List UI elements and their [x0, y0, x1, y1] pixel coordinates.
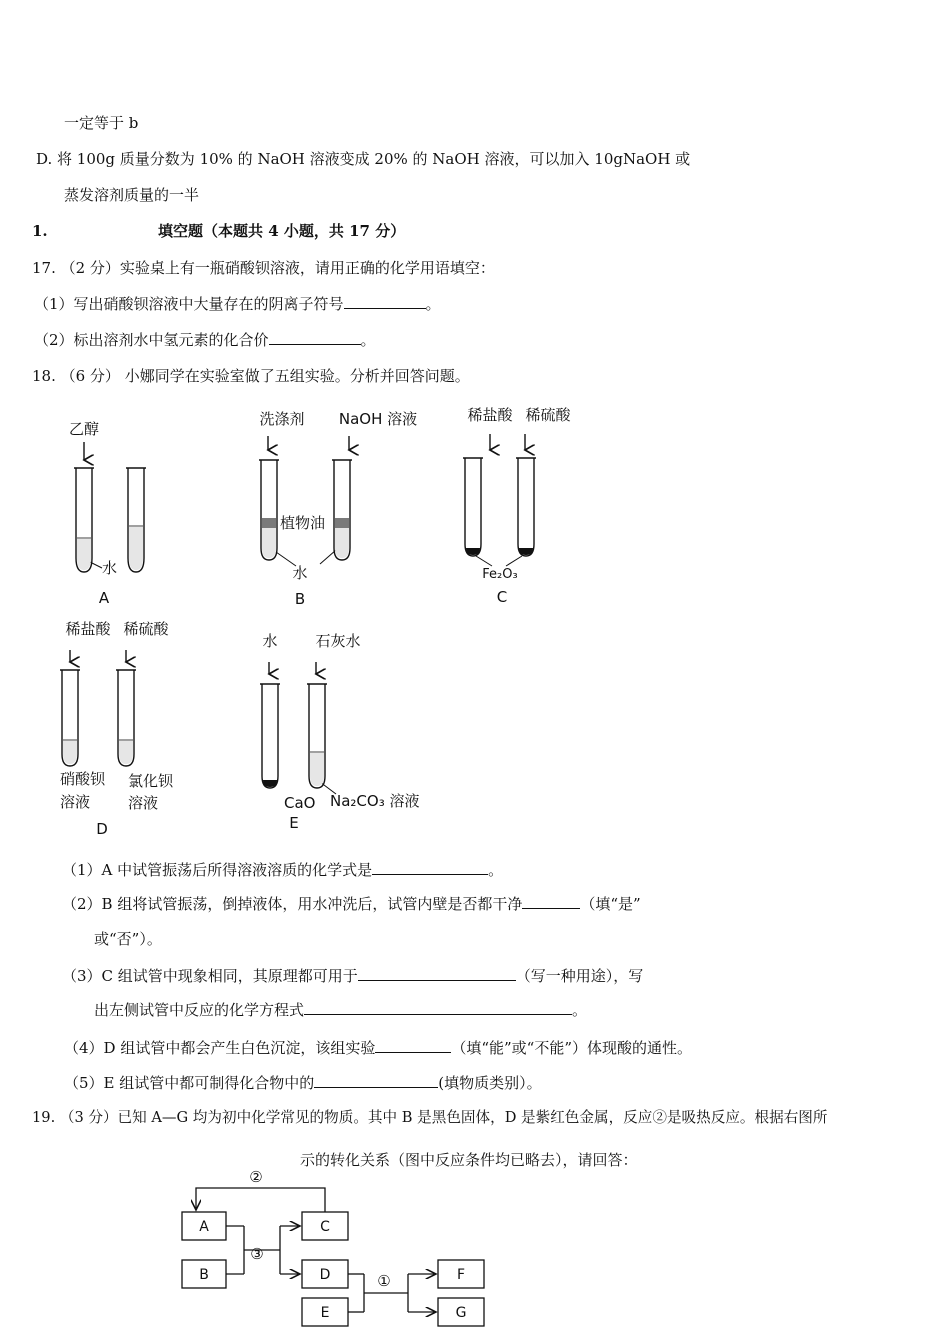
q17-stem: 17. （2 分）实验桌上有一瓶硝酸钡溶液，请用正确的化学用语填空：	[32, 259, 495, 277]
q18-part2a	[62, 894, 641, 913]
q18-part3b	[94, 1000, 587, 1019]
group-a-reagent: 乙醇	[68, 420, 100, 438]
experiment-figure	[40, 400, 620, 840]
q19-stem-line1: 19. （3 分）已知 A—G 均为初中化学常见的物质。其中 B 是黑色固体，D 是紫红色金属，反应②是吸热反应。根据右图所	[32, 1109, 828, 1126]
q18-part2b: 或“否”）。	[94, 930, 162, 948]
q17-part1	[34, 294, 441, 313]
group-a-liquid: 水	[102, 559, 118, 577]
q17-part2-text: （2）标出溶剂水中氢元素的化合价	[34, 331, 269, 349]
group-d-solution1-line1: 硝酸钡	[60, 770, 106, 788]
group-d-solution1-line2: 溶液	[60, 793, 91, 811]
group-b-reagent2: NaOH 溶液	[338, 410, 418, 428]
answer-blank[interactable]	[304, 1000, 572, 1015]
answer-blank[interactable]	[358, 966, 516, 981]
q18-part3a-end: （写一种用途），写	[515, 967, 644, 985]
reaction-1-label: ①	[377, 1272, 391, 1290]
group-b-reagent1: 洗涤剂	[259, 410, 305, 428]
option-c-continuation: 一定等于 b	[64, 114, 139, 132]
group-b-liquid: 水	[292, 564, 308, 582]
q18-part1	[62, 860, 503, 879]
q18-part4-end: （填“能”或“不能”）体现酸的通性。	[451, 1039, 693, 1057]
group-c-solid: Fe₂O₃	[482, 567, 518, 582]
q19-stem-line2: 示的转化关系（图中反应条件均已略去），请回答：	[300, 1151, 638, 1169]
node-d: D	[319, 1267, 331, 1283]
option-d-line2: 蒸发溶剂质量的一半	[64, 186, 200, 204]
q18-part3a-text: （3）C 组试管中现象相同，其原理都可用于	[62, 967, 358, 985]
q18-part4	[64, 1038, 692, 1057]
node-e: E	[320, 1305, 330, 1321]
answer-blank[interactable]	[314, 1073, 438, 1088]
node-g: G	[455, 1305, 467, 1321]
q17-part1-text: （1）写出硝酸钡溶液中大量存在的阴离子符号	[34, 295, 344, 313]
group-e-solid: CaO	[284, 794, 316, 812]
section-number: 1.	[32, 222, 48, 240]
answer-blank[interactable]	[372, 860, 488, 875]
section-title: 填空题（本题共 4 小题，共 17 分）	[158, 222, 406, 240]
group-d-solution2-line2: 溶液	[128, 794, 159, 812]
node-a: A	[199, 1219, 209, 1235]
group-d-reagent1: 稀盐酸	[65, 620, 111, 638]
q18-part1-end: 。	[488, 861, 504, 879]
q17-part2-end: 。	[360, 331, 376, 349]
node-f: F	[456, 1267, 466, 1283]
group-e-caption: E	[289, 814, 299, 832]
option-d-line1: D. 将 100g 质量分数为 10% 的 NaOH 溶液变成 20% 的 NaOH 溶液，可以加入 10gNaOH 或	[36, 150, 691, 168]
answer-blank[interactable]	[522, 894, 580, 909]
q18-part4-text: （4）D 组试管中都会产生白色沉淀，该组实验	[64, 1039, 376, 1057]
group-d-solution2-line1: 氯化钡	[128, 772, 174, 790]
q18-part3b-text: 出左侧试管中反应的化学方程式	[94, 1001, 305, 1019]
q18-part3b-end: 。	[572, 1001, 588, 1019]
group-c-reagent2: 稀硫酸	[525, 406, 571, 424]
group-b-oil: 植物油	[280, 514, 326, 532]
group-d-caption: D	[96, 820, 108, 838]
conversion-diagram	[176, 1166, 496, 1330]
q18-part2a-end: （填“是”	[580, 895, 641, 913]
node-b: B	[199, 1267, 209, 1283]
group-a-caption: A	[98, 589, 110, 607]
q18-part2a-text: （2）B 组将试管振荡，倒掉液体，用水冲洗后，试管内壁是否都干净	[62, 895, 523, 913]
answer-blank[interactable]	[269, 330, 361, 345]
reaction-2-label: ②	[249, 1168, 263, 1186]
q18-part5	[64, 1073, 542, 1092]
group-d-reagent2: 稀硫酸	[123, 620, 169, 638]
q17-part2	[34, 330, 376, 349]
q18-stem: 18. （6 分） 小娜同学在实验室做了五组实验。分析并回答问题。	[32, 367, 470, 385]
group-c-caption: C	[496, 588, 508, 606]
answer-blank[interactable]	[344, 294, 426, 309]
q18-part5-text: （5）E 组试管中都可制得化合物中的	[64, 1074, 315, 1092]
node-c: C	[320, 1219, 330, 1235]
q18-part3a	[62, 966, 643, 985]
group-e-solution: Na₂CO₃ 溶液	[330, 792, 420, 810]
group-e-reagent2: 石灰水	[315, 632, 361, 650]
group-e-reagent1: 水	[262, 632, 278, 650]
q18-part5-end: (填物质类别）。	[438, 1074, 542, 1092]
q18-part1-text: （1）A 中试管振荡后所得溶液溶质的化学式是	[62, 861, 373, 879]
group-c-reagent1: 稀盐酸	[467, 406, 513, 424]
reaction-3-label: ③	[250, 1245, 264, 1263]
group-b-caption: B	[294, 590, 306, 608]
q17-part1-end: 。	[425, 295, 441, 313]
answer-blank[interactable]	[375, 1038, 451, 1053]
